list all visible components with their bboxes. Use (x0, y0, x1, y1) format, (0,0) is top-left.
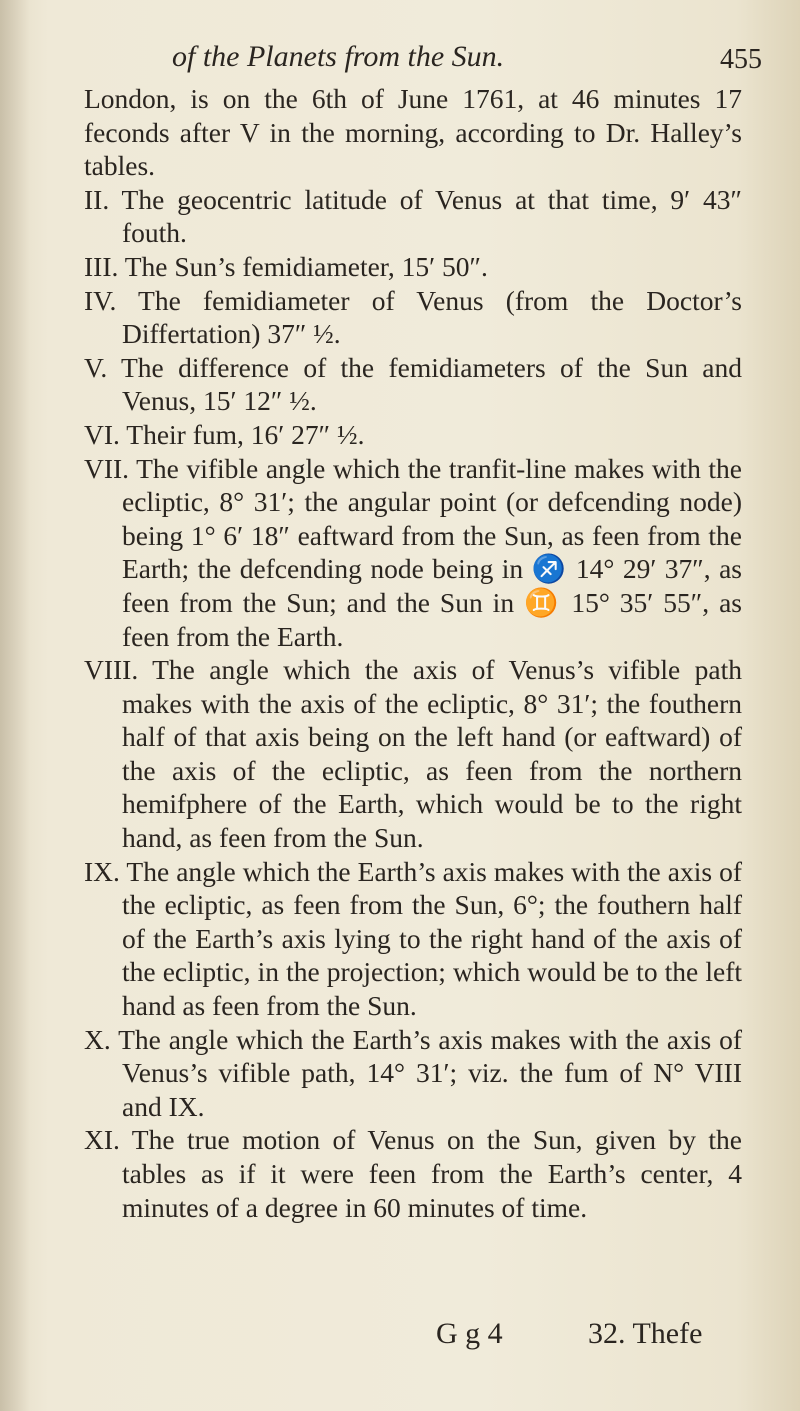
paragraph-IV: IV. The femidiameter of Venus (from the Doctor’s Differtation) 37″ ½. (84, 284, 742, 350)
running-title: of the Planets from the Sun. (172, 40, 505, 73)
paragraph-V: V. The difference of the femidiameters of the Sun and Venus, 15′ 12″ ½. (84, 351, 742, 417)
paragraph-III: III. The Sun’s femidiameter, 15′ 50″. (84, 250, 488, 282)
paragraph-continuation: London, is on the 6th of June 1761, at 46 minutes 17 feconds after V in the morning, according to Dr. Halley’s tables. (84, 83, 742, 182)
page-number: 455 (720, 44, 762, 75)
signature-mark: G g 4 (436, 1317, 503, 1350)
catchword: 32. Thefe (588, 1317, 703, 1350)
paragraph-VII: VII. The vifible angle which the tranfit-line makes with the ecliptic, 8° 31′; the angular point (or defcending node) being 1° 6′ 18″ eaftward from the Sun, as feen from the Earth; the defcending node being in ♐ 14° 29′ 37″, as feen from the Sun; and the Sun in ♊ 15° 35′ 55″, as feen from the Earth. (84, 452, 742, 652)
page-footer (0, 1317, 800, 1357)
paragraph-IX: IX. The angle which the Earth’s axis makes with the axis of the ecliptic, as feen from the Sun, 6°; the fouthern half of the Earth’s axis lying to the right hand of the axis of the ecliptic, in the projection; which would be to the left hand as feen from the Sun. (84, 855, 742, 1022)
paragraph-X: X. The angle which the Earth’s axis makes with the axis of Venus’s vifible path, 14° 31′; viz. the fum of N° VIII and IX. (84, 1023, 742, 1122)
paragraph-XI: XI. The true motion of Venus on the Sun, given by the tables as if it were feen from the Earth’s center, 4 minutes of a degree in 60 minutes of time. (84, 1124, 742, 1223)
gutter-shadow (0, 0, 30, 1411)
paragraph-II: II. The geocentric latitude of Venus at that time, 9′ 43″ fouth. (84, 183, 742, 249)
paragraph-VIII: VIII. The angle which the axis of Venus’s vifible path makes with the axis of the ecliptic, 8° 31′; the fouthern half of that axis being on the left hand (or eaftward) of the axis of the ecliptic, as feen from the northern hemifphere of the Earth, which would be to the right hand, as feen from the Sun. (84, 654, 742, 854)
paragraph-VI: VI. Their fum, 16′ 27″ ½. (84, 418, 365, 450)
body-text (84, 82, 742, 1224)
page-header (0, 40, 800, 80)
